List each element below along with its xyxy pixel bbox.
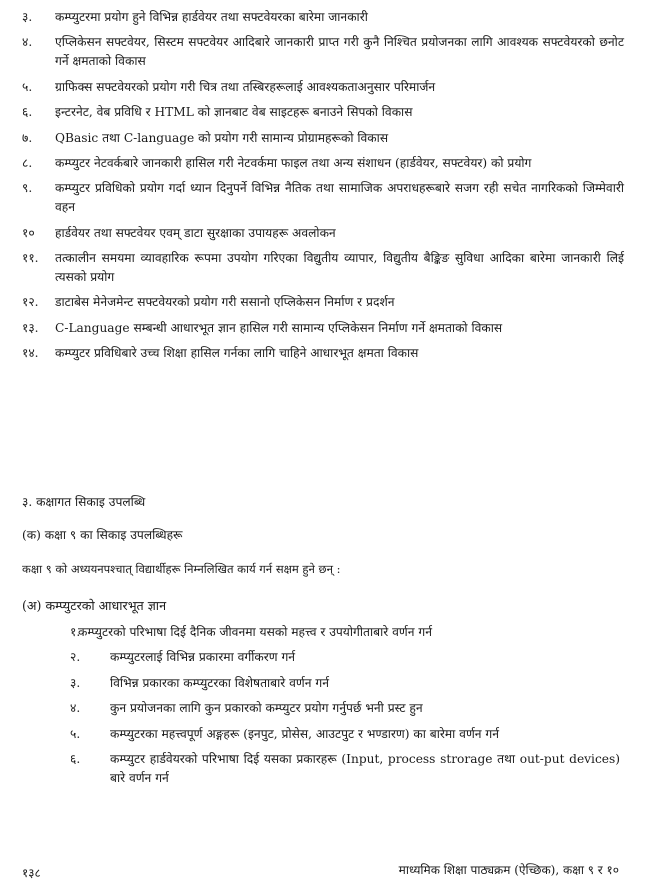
list-item xyxy=(70,699,620,718)
item-number: १. xyxy=(70,625,81,639)
list-item xyxy=(22,344,624,363)
list-item xyxy=(70,674,620,693)
item-number: ६. xyxy=(70,752,81,767)
item-text: QBasic तथा C-language को प्रयोग गरी सामान्य प्रोग्रामहरूको विकास xyxy=(55,130,389,145)
list-item xyxy=(22,249,624,287)
item-number: ५. xyxy=(70,726,81,741)
item-text: कम्प्युटर प्रविधिबारे उच्च शिक्षा हासिल गर्नका लागि चाहिने आधारभूत क्षमता विकास xyxy=(55,346,419,361)
item-text: विभिन्न प्रकारका कम्प्युटरका विशेषताबारे वर्णन गर्न xyxy=(110,675,330,690)
item-number: २. xyxy=(70,650,81,665)
item-text: कम्प्युटरका महत्त्वपूर्ण अङ्गहरू (इनपुट, प्रोसेस, आउटपुट र भण्डारण) का बारेमा वर्णन गर्न xyxy=(110,726,500,741)
list-item xyxy=(22,33,624,71)
subheading: (क) कक्षा ९ का सिकाइ उपलब्धिहरू xyxy=(22,528,183,542)
item-text: ग्राफिक्स सफ्टवेयरको प्रयोग गरी चित्र तथा तस्बिरहरूलाई आवश्यकताअनुसार परिमार्जन xyxy=(55,79,436,94)
outcomes-list xyxy=(70,623,620,794)
list-item xyxy=(70,648,620,667)
item-number: १४. xyxy=(22,346,39,361)
item-text: कम्प्युटरको परिभाषा दिई दैनिक जीवनमा यसको महत्त्व र उपयोगीताबारे वर्णन गर्न xyxy=(78,625,432,639)
item-text: कम्प्युटर नेटवर्कबारे जानकारी हासिल गरी नेटवर्कमा फाइल तथा अन्य संशाधन (हार्डवेयर, सफ्टवेयर) को प्रयोग xyxy=(55,155,532,170)
list-item xyxy=(22,129,624,148)
list-item xyxy=(22,293,624,312)
item-text: तत्कालीन समयमा व्यावहारिक रूपमा उपयोग गरिएका विद्युतीय व्यापार, विद्युतीय बैङ्किङ सुविधा आदिका बारेमा जानकारी लिई त्यसको प्रयोग xyxy=(55,251,624,284)
item-number: १२. xyxy=(22,295,39,310)
item-text: इन्टरनेट, वेब प्रविधि र HTML को ज्ञानबाट वेब साइटहरू बनाउने सिपको विकास xyxy=(55,105,413,120)
item-number: ३. xyxy=(22,10,33,24)
item-text: हार्डवेयर तथा सफ्टवेयर एवम् डाटा सुरक्षाका उपायहरू अवलोकन xyxy=(55,225,336,240)
objectives-list xyxy=(22,8,624,370)
list-item xyxy=(22,8,624,27)
list-item xyxy=(70,725,620,744)
item-text: कम्प्युटरलाई विभिन्न प्रकारमा वर्गीकरण गर्न xyxy=(110,650,296,665)
item-number: १३. xyxy=(22,320,39,335)
item-text: कुन प्रयोजनका लागि कुन प्रकारको कम्प्युटर प्रयोग गर्नुपर्छ भनी प्रस्ट हुन xyxy=(110,701,423,716)
list-item xyxy=(22,179,624,217)
item-number: ७. xyxy=(22,130,33,145)
list-item xyxy=(22,154,624,173)
running-footer-title: माध्यमिक शिक्षा पाठ्यक्रम (ऐच्छिक), कक्षा ९ र १० xyxy=(398,863,619,877)
item-text: कम्प्युटर प्रविधिको प्रयोग गर्दा ध्यान दिनुपर्ने विभिन्न नैतिक तथा सामाजिक अपराधहरूबारे सजग रही सचेत नागरिकको जिम्मेवारी वहन xyxy=(55,181,624,215)
item-text: एप्लिकेसन सफ्टवेयर, सिस्टम सफ्टवेयर आदिबारे जानकारी प्राप्त गरी कुनै निश्चित प्रयोजनका लागि आवश्यक सफ्टवेयरको छनोट गर्ने क्षमताको विकास xyxy=(55,35,624,69)
item-number: ६. xyxy=(22,105,33,120)
list-item xyxy=(22,78,624,97)
list-item xyxy=(22,103,624,122)
item-number: ४. xyxy=(70,701,81,716)
item-number: ३. xyxy=(70,675,81,690)
item-number: ४. xyxy=(22,35,33,50)
list-item xyxy=(22,224,624,243)
area-heading: (अ) कम्प्युटरको आधारभूत ज्ञान xyxy=(22,598,167,613)
intro-text: कक्षा ९ को अध्ययनपश्चात् विद्यार्थीहरू निम्नलिखित कार्य गर्न सक्षम हुने छन् : xyxy=(22,562,341,576)
item-number: ५. xyxy=(22,79,33,94)
list-item xyxy=(22,319,624,338)
item-text: C-Language सम्बन्धी आधारभूत ज्ञान हासिल गरी सामान्य एप्लिकेसन निर्माण गर्ने क्षमताको विकास xyxy=(55,320,503,335)
item-number: ९. xyxy=(22,181,33,196)
item-text: डाटाबेस मेनेजमेन्ट सफ्टवेयरको प्रयोग गरी ससानो एप्लिकेसन निर्माण र प्रदर्शन xyxy=(55,295,395,310)
item-number: ११. xyxy=(22,251,39,266)
item-text: कम्प्युटरमा प्रयोग हुने विभिन्न हार्डवेयर तथा सफ्टवेयरका बारेमा जानकारी xyxy=(55,10,368,24)
list-item xyxy=(70,623,620,642)
item-number: ८. xyxy=(22,155,33,170)
list-item xyxy=(70,750,620,788)
item-text: कम्प्युटर हार्डवेयरको परिभाषा दिई यसका प्रकारहरू (Input, process strorage तथा out-put devices) बारे वर्णन गर्न xyxy=(110,752,620,785)
page-number: १३८ xyxy=(22,866,41,880)
section-heading: ३. कक्षागत सिकाइ उपलब्धि xyxy=(22,495,146,509)
item-number: १० xyxy=(22,225,35,240)
